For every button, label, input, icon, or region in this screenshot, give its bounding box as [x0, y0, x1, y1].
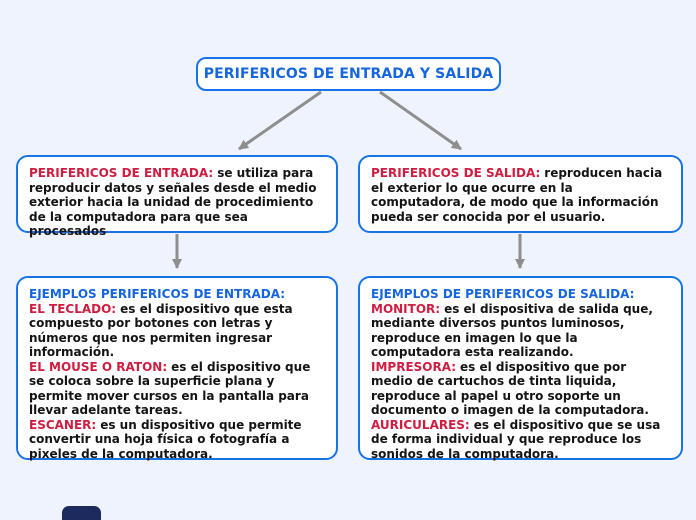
entry-teclado	[29, 302, 325, 360]
entrada-heading: PERIFERICOS DE ENTRADA:	[29, 166, 214, 180]
salida-heading: PERIFERICOS DE SALIDA:	[371, 166, 541, 180]
ejemplos-salida-node[interactable]	[358, 276, 683, 460]
entry-escaner	[29, 418, 325, 462]
entry-escaner-term: ESCANER:	[29, 417, 97, 432]
entrada-body: se utiliza para reproducir datos y señales desde el medio exterior hacia la unidad de procedimiento de la computadora para que sea procesados	[29, 166, 317, 238]
arrow-title-to-salida	[380, 92, 461, 149]
entry-monitor	[371, 302, 670, 360]
entry-impresora-desc: es el dispositivo que por medio de cartuchos de tinta liquida, reproduce al papel u otro soporte un documento o imagen de la computadora.	[371, 359, 649, 417]
entry-impresora	[371, 360, 670, 418]
ejemplos-entrada-node[interactable]	[16, 276, 338, 460]
entry-monitor-desc: es el dispositiva de salida que, mediante diversos puntos luminosos, reproduce en imagen lo que la computadora esta realizando.	[371, 301, 653, 359]
title-node[interactable]	[196, 57, 501, 91]
entrada-paragraph	[29, 166, 325, 239]
entry-mouse-term: EL MOUSE O RATON:	[29, 359, 168, 374]
ejemplos-entrada-heading: EJEMPLOS PERIFERICOS DE ENTRADA:	[29, 287, 286, 301]
arrow-title-to-entrada	[239, 92, 321, 149]
title-text: PERIFERICOS DE ENTRADA Y SALIDA	[203, 65, 494, 82]
entry-auriculares-desc: es el dispositivo que se usa de forma individual y que reproduce los sonidos de la computadora.	[371, 417, 661, 461]
entry-escaner-desc: es un dispositivo que permite convertir una hoja física o fotografía a pixeles de la computadora.	[29, 417, 302, 461]
entry-monitor-term: MONITOR:	[371, 301, 441, 316]
entrada-node[interactable]	[16, 155, 338, 238]
salida-node[interactable]	[358, 155, 683, 233]
entry-teclado-term: EL TECLADO:	[29, 301, 117, 316]
salida-paragraph	[371, 166, 670, 224]
entry-mouse-desc: es el dispositivo que se coloca sobre la superficie plana y permite mover cursos en la pantalla para llevar adelante tareas.	[29, 359, 311, 417]
salida-body: reproducen hacia el exterior lo que ocurre en la computadora, de modo que la información pueda ser conocida por el usuario.	[371, 166, 663, 224]
entry-auriculares-term: AURICULARES:	[371, 417, 470, 432]
entry-auriculares	[371, 418, 670, 462]
entry-impresora-term: IMPRESORA:	[371, 359, 457, 374]
entry-mouse	[29, 360, 325, 418]
entry-teclado-desc: es el dispositivo que esta compuesto por botones con letras y números que nos permiten ingresar información.	[29, 301, 293, 359]
ejemplos-salida-heading: EJEMPLOS DE PERIFERICOS DE SALIDA:	[371, 287, 635, 301]
partial-logo-icon	[62, 506, 101, 520]
